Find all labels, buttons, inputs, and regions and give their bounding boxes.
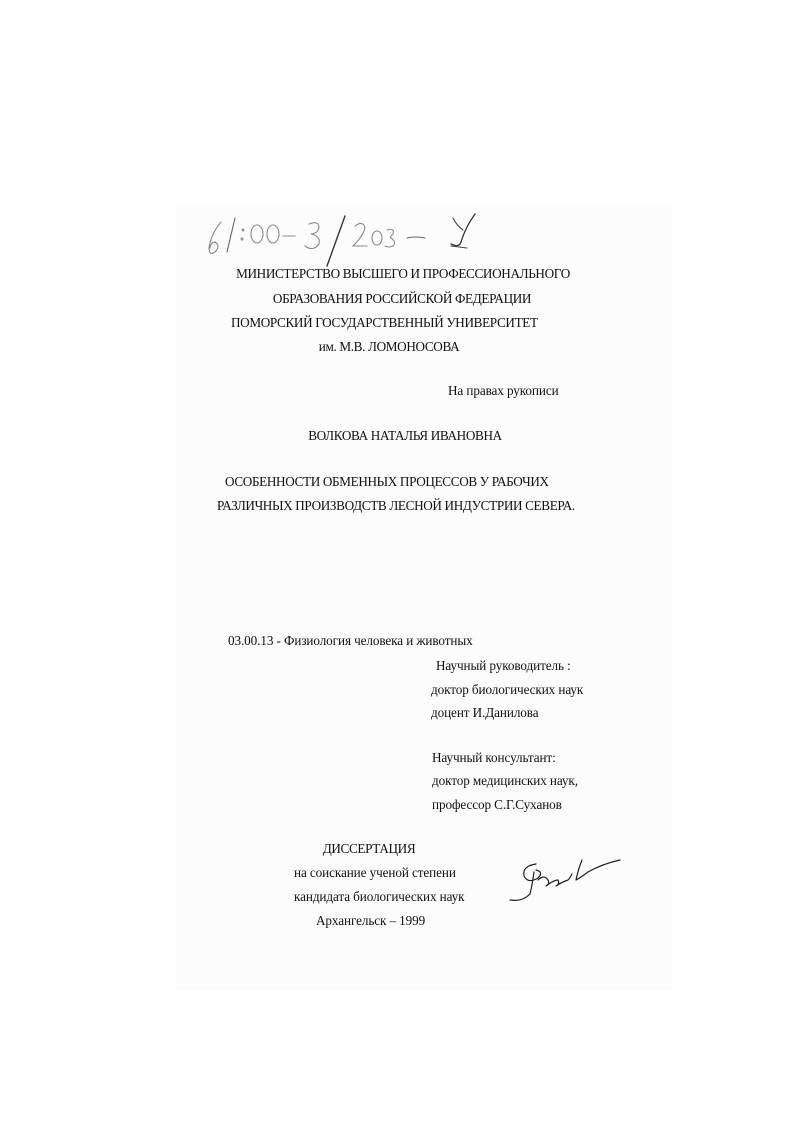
university-name: ПОМОРСКИЙ ГОСУДАРСТВЕННЫЙ УНИВЕРСИТЕТ [231, 315, 538, 330]
supervisor-name: доцент И.Данилова [431, 705, 539, 720]
signature [508, 850, 628, 910]
ministry-line-1: МИНИСТЕРСТВО ВЫСШЕГО И ПРОФЕССИОНАЛЬНОГО [236, 266, 570, 281]
supervisor-label: Научный руководитель : [436, 658, 571, 673]
degree-purpose: на соискание ученой степени [294, 865, 456, 880]
consultant-name: профессор С.Г.Суханов [432, 797, 562, 812]
author-name: ВОЛКОВА НАТАЛЬЯ ИВАНОВНА [308, 428, 502, 443]
dissertation-title-line-2: РАЗЛИЧНЫХ ПРОИЗВОДСТВ ЛЕСНОЙ ИНДУСТРИИ СЕВЕРА. [217, 498, 575, 513]
signature-icon [508, 850, 628, 910]
place-and-year: Архангельск – 1999 [316, 913, 426, 928]
specialty-code: 03.00.13 - Физиология человека и животных [228, 633, 473, 648]
handwritten-archive-code [205, 206, 535, 266]
consultant-label: Научный консультант: [432, 750, 556, 765]
university-honorific: им. М.В. ЛОМОНОСОВА [318, 339, 460, 354]
document-type: ДИССЕРТАЦИЯ [322, 841, 416, 856]
degree-sought: кандидата биологических наук [294, 889, 465, 904]
consultant-degree: доктор медицинских наук, [432, 773, 578, 788]
ministry-line-2: ОБРАЗОВАНИЯ РОССИЙСКОЙ ФЕДЕРАЦИИ [272, 291, 532, 306]
supervisor-degree: доктор биологических наук [431, 682, 584, 697]
handwriting-icon [205, 206, 535, 266]
manuscript-note: На правах рукописи [448, 383, 559, 398]
dissertation-title-line-1: ОСОБЕННОСТИ ОБМЕННЫХ ПРОЦЕССОВ У РАБОЧИХ [225, 474, 549, 489]
